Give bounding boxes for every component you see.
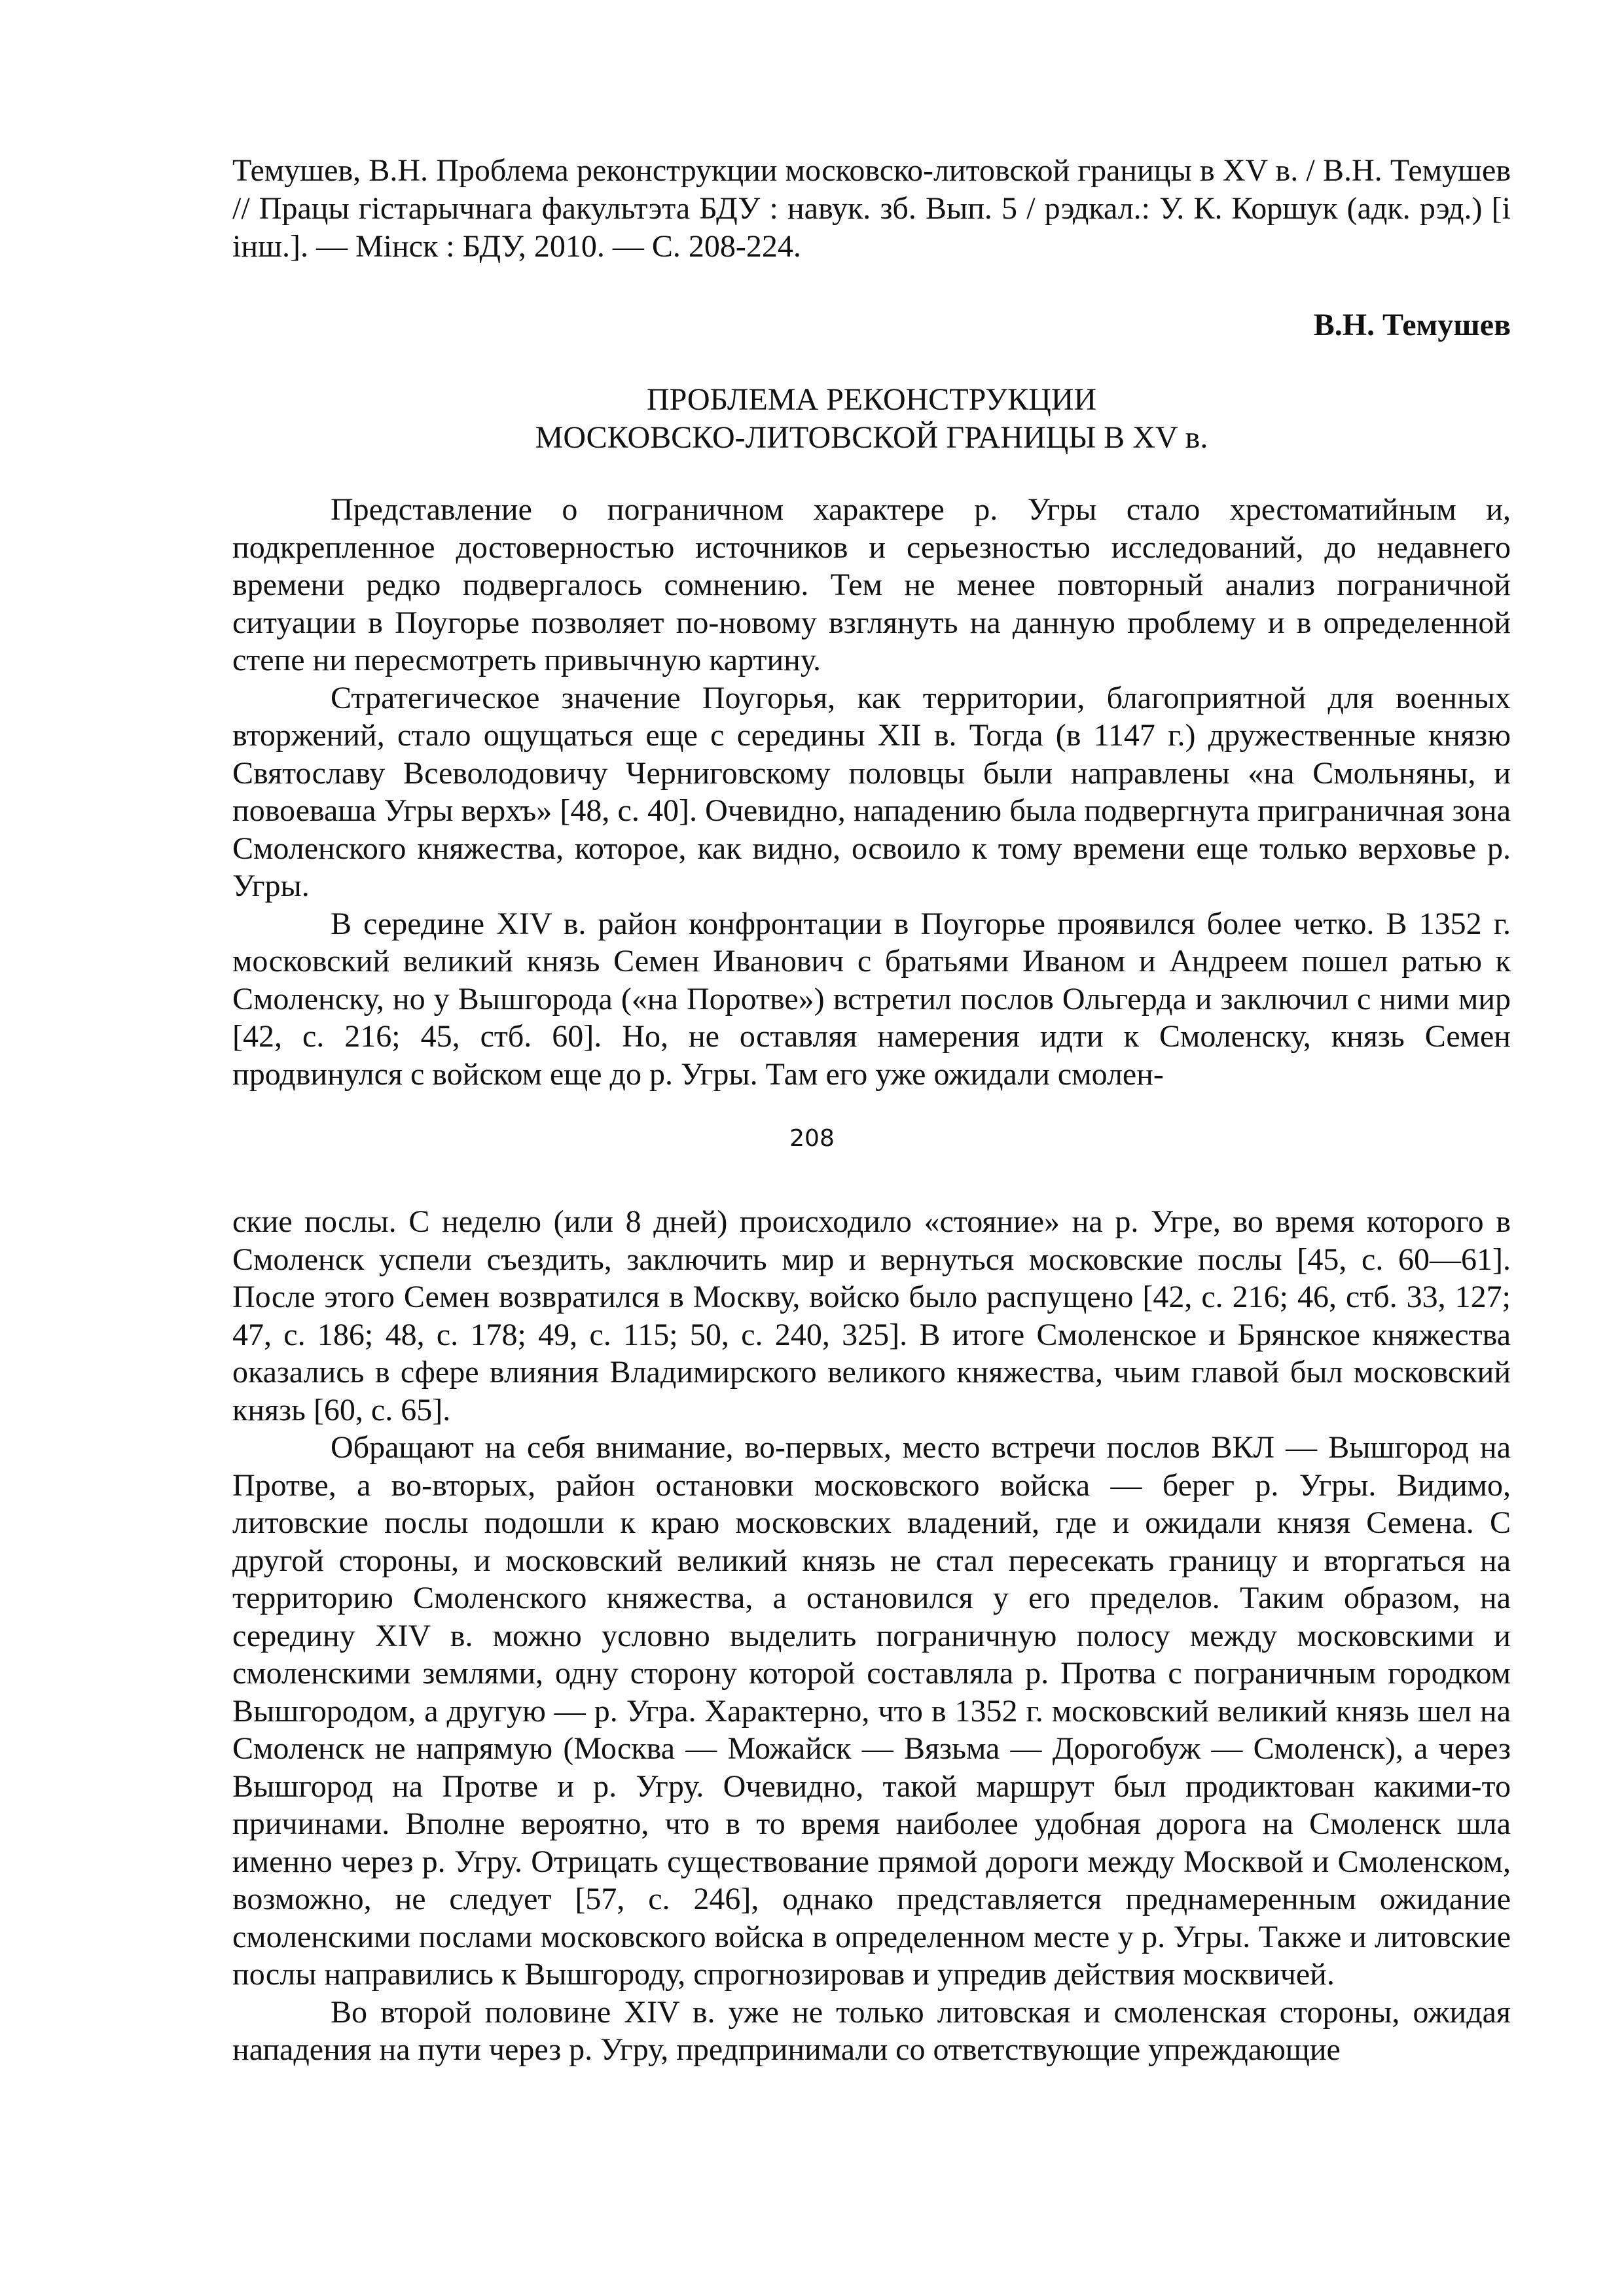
paragraph-continued: ские послы. С неделю (или 8 дней) происходило «стояние» на р. Угре, во время которого в Смоленск успели съездить, заключить мир и вернуться московские послы [45, с. 60—61]. После этого Семен возвратился в Москву, войско было распущено [42, с. 216; 46, стб. 33, 127; 47, с. 186; 48, с. 178; 49, с. 115; 50, с. 240, 325]. В итоге Смоленское и Брянское княжества оказались в сфере влияния Владимирского великого княжества, чьим главой был московский князь [60, с. 65].	[232, 1204, 1511, 1427]
paragraph: Стратегическое значение Поугорья, как территории, благоприятной для военных вторжений, стало ощущаться еще с середины XII в. Тогда (в 1147 г.) дружественные князю Святославу Всеволодовичу Черниговскому половцы были направлены «на Смольняны, и повоеваша Угры верхъ» [48, с. 40]. Очевидно, нападению была подвергнута приграничная зона Смоленского княжества, которое, как видно, освоило к тому времени еще только верховье р. Угры.	[232, 680, 1511, 903]
page-number: 208	[789, 1125, 835, 1152]
paragraph: Представление о пограничном характере р. Угры стало хрестоматийным и, подкрепленное достоверностью источников и серьезностью исследований, до недавнего времени редко подвергалось сомнению. Тем не менее повторный анализ пограничной ситуации в Поугорье позволяет по-новому взглянуть на данную проблему и в определенной степе ни пересмотреть привычную картину.	[232, 492, 1511, 677]
article-title	[232, 381, 1511, 457]
page-209-body	[232, 1203, 1511, 2069]
paragraph: Обращают на себя внимание, во-первых, место встречи послов ВКЛ — Вышгород на Протве, а во-вторых, район остановки московского войска — берег р. Угры. Видимо, литовские послы подошли к краю московских владений, где и ожидали князя Семена. С другой стороны, и московский великий князь не стал пересекать границу и вторгаться на территорию Смоленского княжества, а остановился у его пределов. Таким образом, на середину XIV в. можно условно выделить пограничную полосу между московскими и смоленскими землями, одну сторону которой составляла р. Протва с пограничным городком Вышгородом, а другую — р. Угра. Характерно, что в 1352 г. московский великий князь шел на Смоленск не напрямую (Москва — Можайск — Вязьма — Дорогобуж — Смоленск), а через Вышгород на Протве и р. Угру. Очевидно, такой маршрут был продиктован какими-то причинами. Вполне вероятно, что в то время наиболее удобная дорога на Смоленск шла именно через р. Угру. Отрицать существование прямой дороги между Москвой и Смоленском, возможно, не следует [57, с. 246], однако представляется преднамеренным ожидание смоленскими послами московского войска в определенном месте у р. Угры. Также и литовские послы направились к Вышгороду, спрогнозировав и упредив действия москвичей.	[232, 1430, 1511, 1992]
article-title-line-1: ПРОБЛЕМА РЕКОНСТРУКЦИИ	[646, 382, 1097, 417]
author-name: В.Н. Темушев	[1313, 308, 1511, 342]
article-title-line-2: МОСКОВСКО-ЛИТОВСКОЙ ГРАНИЦЫ В XV в.	[535, 420, 1208, 455]
paragraph: Во второй половине XIV в. уже не только литовская и смоленская стороны, ожидая нападения на пути через р. Угру, предпринимали со ответствующие упреждающие	[232, 1994, 1511, 2067]
bibliographic-citation: Темушев, В.Н. Проблема реконструкции московско-литовской границы в XV в. / В.Н. Темушев // Працы гістарычнага факультэта БДУ : навук. зб. Вып. 5 / рэдкал.: У. К. Коршук (адк. рэд.) [і інш.]. — Мінск : БДУ, 2010. — С. 208-224.	[232, 153, 1511, 264]
page-208-body	[232, 491, 1511, 1093]
paragraph: В середине XIV в. район конфронтации в Поугорье проявился более четко. В 1352 г. московский великий князь Семен Иванович с братьями Иваном и Андреем пошел ратью к Смоленску, но у Вышгорода («на Поротве») встретил послов Ольгерда и заключил с ними мир [42, с. 216; 45, стб. 60]. Но, не оставляя намерения идти к Смоленску, князь Семен продвинулся с войском еще до р. Угры. Там его уже ожидали смолен-	[232, 906, 1511, 1092]
